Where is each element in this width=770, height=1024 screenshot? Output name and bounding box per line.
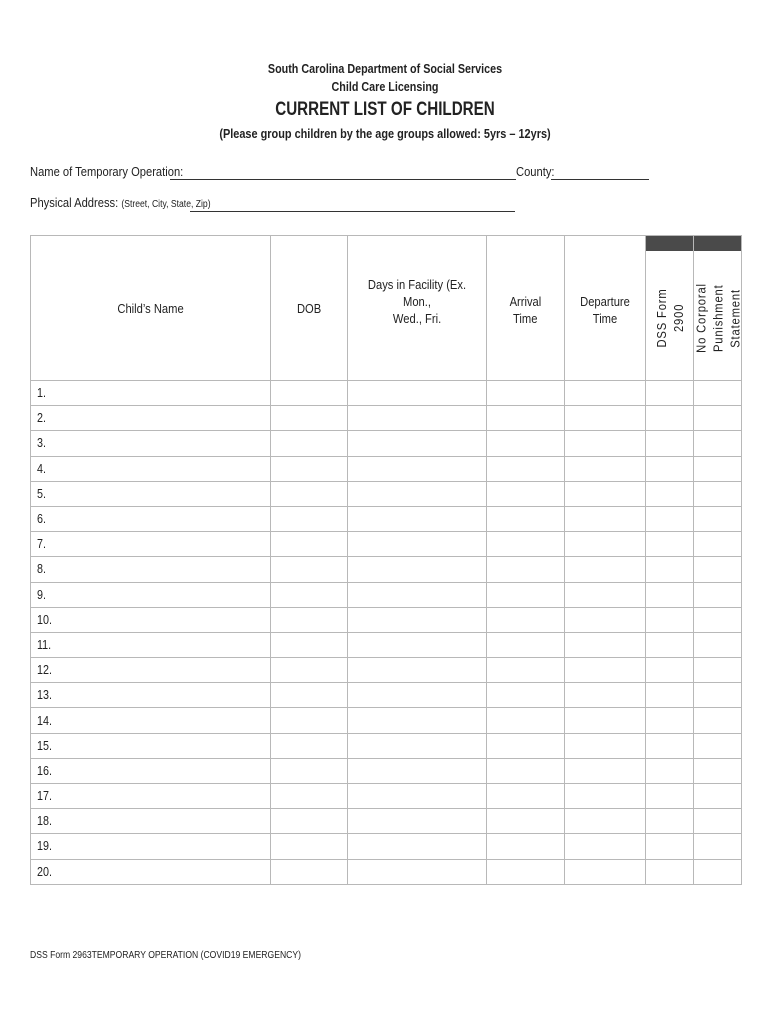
days-cell[interactable] — [348, 406, 487, 431]
departure-cell[interactable] — [565, 506, 646, 531]
table-row — [31, 733, 742, 758]
col-arrival-label-2: Time — [513, 311, 538, 326]
arrival-cell[interactable] — [487, 557, 565, 582]
ncp-statement-cell[interactable] — [694, 557, 742, 582]
col-departure-label: Departure Time — [580, 294, 630, 326]
address-hint: (Street, City, State, Zip) — [121, 199, 211, 210]
ncp-statement-cell[interactable] — [694, 859, 742, 884]
col-days-label-1: Days in Facility (Ex. Mon., — [367, 277, 467, 309]
dss-form-cell[interactable] — [646, 506, 694, 531]
dob-cell[interactable] — [271, 557, 348, 582]
arrival-cell[interactable] — [487, 758, 565, 783]
departure-cell[interactable] — [565, 557, 646, 582]
table-row — [31, 809, 742, 834]
dss-form-cell[interactable] — [646, 733, 694, 758]
dob-cell[interactable] — [271, 658, 348, 683]
child-name-cell[interactable] — [31, 809, 271, 834]
days-cell[interactable] — [348, 733, 487, 758]
table-row — [31, 406, 742, 431]
child-name-cell[interactable] — [31, 859, 271, 884]
table-row — [31, 481, 742, 506]
table-row — [31, 632, 742, 657]
row-number: 20. — [37, 864, 52, 879]
table-row — [31, 784, 742, 809]
table-row — [31, 708, 742, 733]
col-childs-name-label: Child’s Name — [117, 300, 184, 316]
days-cell[interactable] — [348, 532, 487, 557]
col-departure-time — [565, 236, 646, 381]
departure-cell[interactable] — [565, 834, 646, 859]
table-body — [31, 381, 742, 885]
physical-address-field[interactable] — [190, 211, 515, 212]
operation-name-field[interactable] — [170, 179, 516, 180]
dob-cell[interactable] — [271, 381, 348, 406]
dob-cell[interactable] — [271, 683, 348, 708]
dss-form-cell[interactable] — [646, 456, 694, 481]
child-name-cell[interactable] — [31, 632, 271, 657]
col-dob-label: DOB — [296, 300, 322, 316]
departure-cell[interactable] — [565, 607, 646, 632]
days-cell[interactable] — [348, 809, 487, 834]
ncp-statement-cell[interactable] — [694, 632, 742, 657]
row-number: 8. — [37, 562, 46, 577]
row-number: 18. — [37, 814, 52, 829]
ncp-statement-cell[interactable] — [694, 456, 742, 481]
dss-form-cell[interactable] — [646, 784, 694, 809]
dss-form-cell[interactable] — [646, 431, 694, 456]
dss-form-cell[interactable] — [646, 557, 694, 582]
ncp-statement-cell[interactable] — [694, 784, 742, 809]
row-number: 2. — [37, 411, 46, 426]
agency-name: South Carolina Department of Social Services — [267, 62, 503, 76]
dss-form-cell[interactable] — [646, 532, 694, 557]
row-number: 15. — [37, 738, 52, 753]
ncp-statement-cell[interactable] — [694, 733, 742, 758]
table-header-row — [31, 236, 742, 381]
row-number: 7. — [37, 537, 46, 552]
dob-cell[interactable] — [271, 481, 348, 506]
col-dob — [271, 236, 348, 381]
table-row — [31, 834, 742, 859]
dob-cell[interactable] — [271, 733, 348, 758]
departure-cell[interactable] — [565, 658, 646, 683]
ncp-statement-cell[interactable] — [694, 582, 742, 607]
table-row — [31, 506, 742, 531]
arrival-cell[interactable] — [487, 582, 565, 607]
child-name-cell[interactable] — [31, 733, 271, 758]
days-cell[interactable] — [348, 582, 487, 607]
days-cell[interactable] — [348, 784, 487, 809]
days-cell[interactable] — [348, 632, 487, 657]
ncp-statement-cell[interactable] — [694, 506, 742, 531]
departure-cell[interactable] — [565, 481, 646, 506]
ncp-statement-cell[interactable] — [694, 481, 742, 506]
dob-cell[interactable] — [271, 431, 348, 456]
child-name-cell[interactable] — [31, 658, 271, 683]
address-label-text: Physical Address: — [30, 195, 119, 210]
dob-cell[interactable] — [271, 758, 348, 783]
division-name: Child Care Licensing — [331, 80, 439, 94]
col-dss-form-2900 — [646, 236, 694, 381]
table-row — [31, 557, 742, 582]
ncp-statement-cell[interactable] — [694, 381, 742, 406]
dob-cell[interactable] — [271, 582, 348, 607]
row-number: 13. — [37, 688, 52, 703]
days-cell[interactable] — [348, 431, 487, 456]
child-name-cell[interactable] — [31, 506, 271, 531]
departure-cell[interactable] — [565, 532, 646, 557]
ncp-statement-cell[interactable] — [694, 809, 742, 834]
row-number: 6. — [37, 512, 46, 527]
row-number: 4. — [37, 461, 46, 476]
row-number: 16. — [37, 763, 52, 778]
row-number: 1. — [37, 386, 46, 401]
child-name-cell[interactable] — [31, 456, 271, 481]
days-cell[interactable] — [348, 481, 487, 506]
row-number: 9. — [37, 587, 46, 602]
ncp-statement-cell[interactable] — [694, 532, 742, 557]
arrival-cell[interactable] — [487, 381, 565, 406]
table-row — [31, 683, 742, 708]
table-row — [31, 758, 742, 783]
child-name-cell[interactable] — [31, 607, 271, 632]
dss-form-cell[interactable] — [646, 683, 694, 708]
ncp-statement-cell[interactable] — [694, 708, 742, 733]
dob-cell[interactable] — [271, 834, 348, 859]
row-number: 14. — [37, 713, 52, 728]
arrival-cell[interactable] — [487, 607, 565, 632]
dss-form-cell[interactable] — [646, 607, 694, 632]
ncp-shaded-band — [694, 236, 741, 251]
departure-cell[interactable] — [565, 632, 646, 657]
col-arrival-time — [487, 236, 565, 381]
county-field[interactable] — [551, 179, 649, 180]
days-cell[interactable] — [348, 859, 487, 884]
departure-cell[interactable] — [565, 859, 646, 884]
child-name-cell[interactable] — [31, 481, 271, 506]
departure-cell[interactable] — [565, 582, 646, 607]
dob-cell[interactable] — [271, 632, 348, 657]
table-row — [31, 582, 742, 607]
col-dss-label-1: DSS Form — [653, 288, 669, 348]
dss-form-cell[interactable] — [646, 406, 694, 431]
dss-form-cell[interactable] — [646, 708, 694, 733]
row-number: 17. — [37, 789, 52, 804]
departure-cell[interactable] — [565, 406, 646, 431]
row-number: 11. — [37, 637, 52, 652]
dob-cell[interactable] — [271, 784, 348, 809]
col-dss-label-2: 2900 — [670, 303, 686, 333]
table-row — [31, 456, 742, 481]
arrival-cell[interactable] — [487, 632, 565, 657]
days-cell[interactable] — [348, 381, 487, 406]
county-label: County: — [516, 164, 555, 179]
dob-cell[interactable] — [271, 607, 348, 632]
dss-form-cell[interactable] — [646, 582, 694, 607]
form-footer: DSS Form 2963TEMPORARY OPERATION (COVID19 EMERGENCY) — [30, 950, 301, 961]
arrival-cell[interactable] — [487, 456, 565, 481]
row-number: 10. — [37, 612, 52, 627]
child-name-cell[interactable] — [31, 683, 271, 708]
col-days-in-facility — [348, 236, 487, 381]
ncp-statement-cell[interactable] — [694, 658, 742, 683]
age-group-instruction: (Please group children by the age groups allowed: 5yrs – 12yrs) — [219, 126, 551, 141]
dss-form-cell[interactable] — [646, 809, 694, 834]
row-number: 3. — [37, 436, 46, 451]
child-name-cell[interactable] — [31, 834, 271, 859]
departure-cell[interactable] — [565, 431, 646, 456]
arrival-cell[interactable] — [487, 834, 565, 859]
arrival-cell[interactable] — [487, 708, 565, 733]
table-row — [31, 658, 742, 683]
arrival-cell[interactable] — [487, 859, 565, 884]
dob-cell[interactable] — [271, 506, 348, 531]
col-days-label-2: Wed., Fri. — [392, 311, 442, 326]
arrival-cell[interactable] — [487, 506, 565, 531]
days-cell[interactable] — [348, 456, 487, 481]
table-row — [31, 532, 742, 557]
dss-form-cell[interactable] — [646, 381, 694, 406]
dob-cell[interactable] — [271, 708, 348, 733]
operation-label: Name of Temporary Operation: — [30, 164, 184, 179]
dob-cell[interactable] — [271, 532, 348, 557]
departure-cell[interactable] — [565, 758, 646, 783]
days-cell[interactable] — [348, 607, 487, 632]
children-table — [30, 235, 742, 885]
form-header — [0, 60, 770, 143]
arrival-cell[interactable] — [487, 658, 565, 683]
dss-form-cell[interactable] — [646, 834, 694, 859]
departure-cell[interactable] — [565, 708, 646, 733]
row-number: 5. — [37, 486, 46, 501]
ncp-statement-cell[interactable] — [694, 607, 742, 632]
days-cell[interactable] — [348, 758, 487, 783]
child-name-cell[interactable] — [31, 381, 271, 406]
child-name-cell[interactable] — [31, 431, 271, 456]
col-ncp-label-3: Statement — [727, 288, 742, 348]
days-cell[interactable] — [348, 658, 487, 683]
arrival-cell[interactable] — [487, 809, 565, 834]
arrival-cell[interactable] — [487, 784, 565, 809]
arrival-cell[interactable] — [487, 733, 565, 758]
address-row — [30, 195, 670, 215]
col-ncp-label-1: No Corporal — [693, 283, 708, 353]
departure-cell[interactable] — [565, 456, 646, 481]
ncp-statement-cell[interactable] — [694, 758, 742, 783]
departure-cell[interactable] — [565, 784, 646, 809]
days-cell[interactable] — [348, 834, 487, 859]
table-row — [31, 381, 742, 406]
dob-cell[interactable] — [271, 456, 348, 481]
child-name-cell[interactable] — [31, 406, 271, 431]
ncp-statement-cell[interactable] — [694, 683, 742, 708]
dss-form-cell[interactable] — [646, 758, 694, 783]
departure-cell[interactable] — [565, 381, 646, 406]
departure-cell[interactable] — [565, 733, 646, 758]
row-number: 12. — [37, 663, 52, 678]
table-row — [31, 607, 742, 632]
departure-cell[interactable] — [565, 809, 646, 834]
days-cell[interactable] — [348, 708, 487, 733]
child-name-cell[interactable] — [31, 708, 271, 733]
address-label — [30, 195, 211, 210]
days-cell[interactable] — [348, 557, 487, 582]
child-name-cell[interactable] — [31, 758, 271, 783]
days-cell[interactable] — [348, 506, 487, 531]
dob-cell[interactable] — [271, 859, 348, 884]
dss-form-cell[interactable] — [646, 632, 694, 657]
child-name-cell[interactable] — [31, 557, 271, 582]
page-title: CURRENT LIST OF CHILDREN — [275, 99, 495, 120]
col-arrival-label-1: Arrival — [509, 294, 542, 309]
child-name-cell[interactable] — [31, 784, 271, 809]
arrival-cell[interactable] — [487, 406, 565, 431]
col-no-corporal-punishment — [694, 236, 742, 381]
arrival-cell[interactable] — [487, 481, 565, 506]
dss-shaded-band — [646, 236, 693, 251]
child-name-cell[interactable] — [31, 532, 271, 557]
child-name-cell[interactable] — [31, 582, 271, 607]
col-childs-name — [31, 236, 271, 381]
days-cell[interactable] — [348, 683, 487, 708]
dss-form-cell[interactable] — [646, 859, 694, 884]
dob-cell[interactable] — [271, 406, 348, 431]
table-row — [31, 431, 742, 456]
dss-form-cell[interactable] — [646, 481, 694, 506]
row-number: 19. — [37, 839, 52, 854]
arrival-cell[interactable] — [487, 683, 565, 708]
table-row — [31, 859, 742, 884]
col-ncp-label-2: Punishment — [710, 284, 725, 352]
arrival-cell[interactable] — [487, 532, 565, 557]
operation-row — [30, 164, 670, 184]
dss-form-cell[interactable] — [646, 658, 694, 683]
ncp-statement-cell[interactable] — [694, 406, 742, 431]
ncp-statement-cell[interactable] — [694, 834, 742, 859]
ncp-statement-cell[interactable] — [694, 431, 742, 456]
dob-cell[interactable] — [271, 809, 348, 834]
arrival-cell[interactable] — [487, 431, 565, 456]
departure-cell[interactable] — [565, 683, 646, 708]
